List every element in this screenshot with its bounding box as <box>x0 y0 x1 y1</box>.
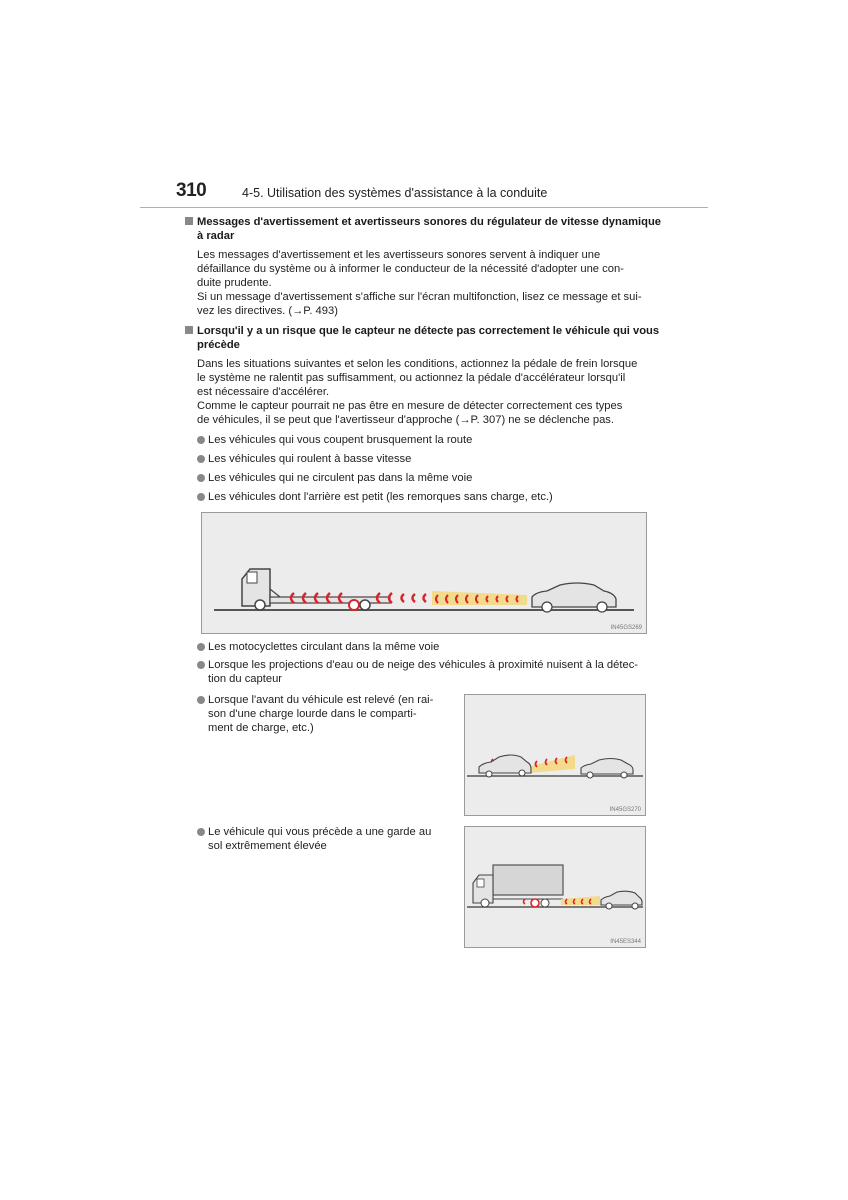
figure-high-clearance <box>464 826 646 948</box>
bullet-dot-icon <box>197 436 205 444</box>
figure-trailer-radar <box>201 512 647 634</box>
figure-code: IN45GS270 <box>609 807 641 813</box>
list-item: Les véhicules qui vous coupent brusquement la route <box>197 433 472 447</box>
header-rule <box>140 207 708 208</box>
para-line: de véhicules, il se peut que l'avertisseur d'approche (→P. 307) ne se déclenche pas. <box>197 414 615 426</box>
list-item: Les motocyclettes circulant dans la même voie <box>197 640 439 654</box>
heading-line: précède <box>197 338 240 351</box>
heading-line: à radar <box>197 229 235 242</box>
bullet-dot-icon <box>197 661 205 669</box>
section2-paragraph <box>197 357 659 427</box>
section-title: 4-5. Utilisation des systèmes d'assistance à la conduite <box>242 186 548 200</box>
figure-code: IN45GS269 <box>610 625 642 631</box>
square-bullet-icon <box>185 326 193 334</box>
para-line: duite prudente. <box>197 277 272 289</box>
section1-heading <box>185 216 665 244</box>
square-bullet-icon <box>185 217 193 225</box>
raised-front-illustration <box>465 695 645 815</box>
para-line: le système ne ralentit pas suffisamment, ou actionnez la pédale d'accélérateur lorsqu'il <box>197 372 626 384</box>
figure-raised-front <box>464 694 646 816</box>
bullet-dot-icon <box>197 455 205 463</box>
para-line: défaillance du système ou à informer le conducteur de la nécessité d'adopter une con- <box>197 263 624 275</box>
para-line: vez les directives. (→P. 493) <box>197 305 338 317</box>
list-item: Les véhicules dont l'arrière est petit (les remorques sans charge, etc.) <box>197 490 553 504</box>
page-number: 310 <box>176 180 207 201</box>
figure-code: IN45ES344 <box>610 939 641 945</box>
list-item: Lorsque les projections d'eau ou de neige des véhicules à proximité nuisent à la détec- tion du capteur <box>197 658 663 686</box>
section1-paragraph <box>197 248 659 318</box>
bullet-dot-icon <box>197 493 205 501</box>
bullet-dot-icon <box>197 643 205 651</box>
para-line: Comme le capteur pourrait ne pas être en mesure de détecter correctement ces types <box>197 400 623 412</box>
para-line: Dans les situations suivantes et selon les conditions, actionnez la pédale de frein lorsque <box>197 358 638 370</box>
bullet-dot-icon <box>197 474 205 482</box>
list-item: Les véhicules qui roulent à basse vitesse <box>197 452 411 466</box>
heading-line: Messages d'avertissement et avertisseurs sonores du régulateur de vitesse dynamique <box>197 216 662 228</box>
para-line: Les messages d'avertissement et les avertisseurs sonores servent à indiquer une <box>197 249 601 261</box>
high-clearance-illustration <box>465 827 645 947</box>
bullet-dot-icon <box>197 696 205 704</box>
heading-line: Lorsqu'il y a un risque que le capteur ne détecte pas correctement le véhicule qui vous <box>197 325 660 337</box>
para-line: Si un message d'avertissement s'affiche sur l'écran multifonction, lisez ce message et sui- <box>197 291 642 303</box>
bullet-dot-icon <box>197 828 205 836</box>
list-item: Lorsque l'avant du véhicule est relevé (en rai- son d'une charge lourde dans le comparti- ment de charge, etc.) <box>197 693 457 735</box>
trailer-radar-illustration <box>202 513 646 633</box>
list-item: Les véhicules qui ne circulent pas dans la même voie <box>197 471 472 485</box>
section2-heading <box>185 325 665 353</box>
list-item: Le véhicule qui vous précède a une garde au sol extrêmement élevée <box>197 825 457 853</box>
para-line: est nécessaire d'accélérer. <box>197 386 330 398</box>
